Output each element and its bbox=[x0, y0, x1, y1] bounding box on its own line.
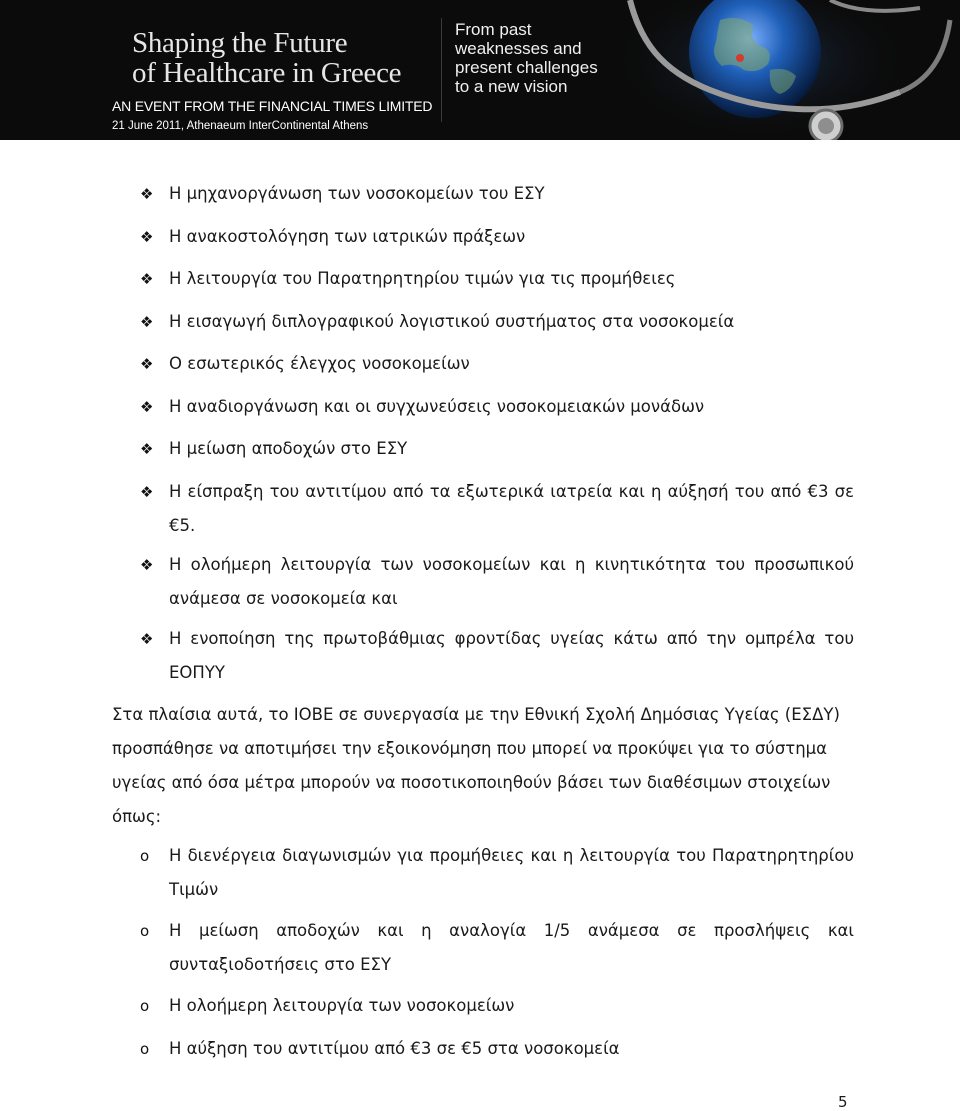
diamond-bullet-icon: ❖ bbox=[140, 440, 154, 458]
globe-stethoscope-image bbox=[600, 0, 960, 140]
list-item-text: Η αύξηση του αντιτίμου από €3 σε €5 στα νοσοκομεία bbox=[169, 1039, 620, 1058]
event-tagline bbox=[455, 20, 598, 96]
list-item bbox=[140, 262, 854, 296]
list-item-text: Η λειτουργία του Παρατηρητηρίου τιμών για τις προμήθειες bbox=[169, 269, 676, 288]
event-logo bbox=[112, 20, 442, 132]
page-number: 5 bbox=[838, 1093, 848, 1111]
diamond-bullet-icon: ❖ bbox=[140, 313, 154, 331]
diamond-bullet-icon: ❖ bbox=[140, 355, 154, 373]
list-item-text: Η μείωση αποδοχών στο ΕΣΥ bbox=[169, 439, 408, 458]
event-date-venue: 21 June 2011, Athenaeum InterContinental Athens bbox=[112, 120, 369, 132]
circle-bullet-icon: o bbox=[140, 922, 150, 940]
list-item bbox=[140, 839, 854, 907]
tagline-line2: weaknesses and bbox=[455, 39, 582, 58]
list-item bbox=[140, 390, 854, 424]
list-item-text: Η μηχανοργάνωση των νοσοκομείων του ΕΣΥ bbox=[169, 184, 545, 203]
diamond-bullet-icon: ❖ bbox=[140, 556, 154, 574]
list-item bbox=[140, 1032, 854, 1066]
tagline-line4: to a new vision bbox=[455, 77, 568, 96]
list-item bbox=[140, 432, 854, 466]
list-item bbox=[140, 177, 854, 211]
diamond-bullet-icon: ❖ bbox=[140, 398, 154, 416]
body-paragraph: Στα πλαίσια αυτά, το ΙΟΒΕ σε συνεργασία με την Εθνική Σχολή Δημόσιας Υγείας (ΕΣΔΥ) προσπάθησε να αποτιμήσει την εξοικονόμηση που μπορεί να προκύψει για το σύστημα υγείας από όσα μέτρα μπορούν να ποσοτικοποιηθούν βάσει των διαθέσιμων στοιχείων όπως: bbox=[112, 705, 840, 826]
list-item-text: Η ενοποίηση της πρωτοβάθμιας φροντίδας υγείας κάτω από την ομπρέλα του ΕΟΠΥΥ bbox=[169, 629, 854, 682]
circle-bullet-icon: o bbox=[140, 997, 150, 1015]
circle-bullet-icon: o bbox=[140, 1040, 150, 1058]
list-item-text: Η διενέργεια διαγωνισμών για προμήθειες και η λειτουργία του Παρατηρητηρίου Τιμών bbox=[169, 846, 854, 899]
diamond-bullet-icon: ❖ bbox=[140, 228, 154, 246]
logo-title-line2: of Healthcare in Greece bbox=[132, 57, 402, 89]
event-organizer: AN EVENT FROM THE FINANCIAL TIMES LIMITED bbox=[112, 98, 433, 114]
list-item-text: Η αναδιοργάνωση και οι συγχωνεύσεις νοσοκομειακών μονάδων bbox=[169, 397, 705, 416]
list-item-text: Η ολοήμερη λειτουργία των νοσοκομείων bbox=[169, 996, 515, 1015]
tagline-line1: From past bbox=[455, 20, 532, 39]
circle-bullet-icon: o bbox=[140, 847, 150, 865]
list-item bbox=[140, 475, 854, 543]
diamond-bullet-icon: ❖ bbox=[140, 630, 154, 648]
list-item-text: Η μείωση αποδοχών και η αναλογία 1/5 ανάμεσα σε προσλήψεις και συνταξιοδοτήσεις στο ΕΣΥ bbox=[169, 921, 854, 974]
diamond-bullet-icon: ❖ bbox=[140, 270, 154, 288]
list-item-text: Ο εσωτερικός έλεγχος νοσοκομείων bbox=[169, 354, 470, 373]
list-item bbox=[140, 914, 854, 982]
logo-title-line1: Shaping the Future bbox=[132, 27, 348, 59]
list-item bbox=[140, 622, 854, 690]
list-item bbox=[140, 989, 854, 1023]
list-item-text: Η είσπραξη του αντιτίμου από τα εξωτερικά ιατρεία και η αύξησή του από €3 σε €5. bbox=[169, 482, 854, 535]
list-item bbox=[140, 220, 854, 254]
diamond-bullet-icon: ❖ bbox=[140, 185, 154, 203]
logo-title bbox=[132, 28, 401, 88]
banner-divider bbox=[441, 18, 442, 122]
list-item bbox=[140, 548, 854, 616]
tagline-line3: present challenges bbox=[455, 58, 598, 77]
list-item bbox=[140, 347, 854, 381]
list-item-text: Η ολοήμερη λειτουργία των νοσοκομείων και η κινητικότητα του προσωπικού ανάμεσα σε νοσοκομεία και bbox=[169, 555, 854, 608]
list-item-text: Η εισαγωγή διπλογραφικού λογιστικού συστήματος στα νοσοκομεία bbox=[169, 312, 735, 331]
diamond-bullet-icon: ❖ bbox=[140, 483, 154, 501]
list-item bbox=[140, 305, 854, 339]
conference-banner bbox=[0, 0, 960, 140]
list-item-text: Η ανακοστολόγηση των ιατρικών πράξεων bbox=[169, 227, 526, 246]
